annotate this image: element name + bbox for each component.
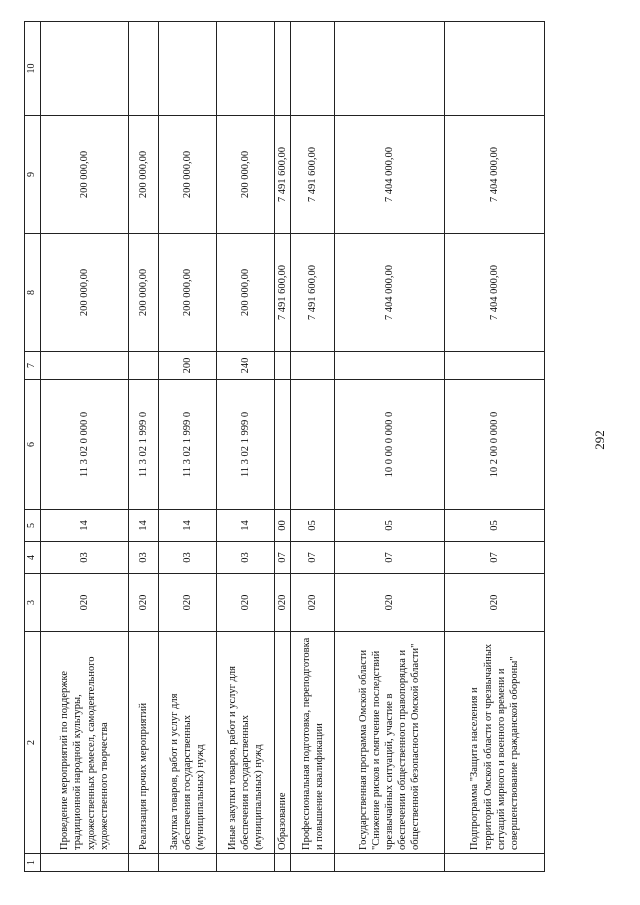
cell-col5: 05 — [291, 510, 335, 542]
table-row — [335, 22, 445, 872]
table-row — [217, 22, 275, 872]
cell-col5: 05 — [335, 510, 445, 542]
cell-col10 — [159, 22, 217, 116]
cell-col10 — [291, 22, 335, 116]
cell-col3: 020 — [159, 574, 217, 632]
header-cell: 6 — [25, 380, 41, 510]
cell-col6: 11 3 02 1 999 0 — [129, 380, 159, 510]
cell-col8: 200 000,00 — [41, 234, 129, 352]
cell-col5: 05 — [445, 510, 545, 542]
cell-col4: 07 — [335, 542, 445, 574]
header-cell: 3 — [25, 574, 41, 632]
cell-col4: 03 — [129, 542, 159, 574]
table-row — [291, 22, 335, 872]
table-row — [159, 22, 217, 872]
cell-col10 — [335, 22, 445, 116]
header-cell: 1 — [25, 854, 41, 872]
cell-col1 — [217, 854, 275, 872]
cell-col3: 020 — [291, 574, 335, 632]
cell-col1 — [41, 854, 129, 872]
header-cell: 9 — [25, 116, 41, 234]
cell-col3: 020 — [275, 574, 291, 632]
cell-col5: 00 — [275, 510, 291, 542]
cell-col6: 11 3 02 1 999 0 — [159, 380, 217, 510]
cell-col7: 200 — [159, 352, 217, 380]
cell-name: Государственная программа Омской области "Снижение рисков и смягчение последствий чрезвычайных ситуаций, участие в обеспечении общественного правопорядка и общественной безопасности Омской области" — [335, 632, 445, 854]
cell-name: Образование — [275, 632, 291, 854]
cell-col10 — [41, 22, 129, 116]
cell-name: Реализация прочих мероприятий — [129, 632, 159, 854]
header-row — [25, 22, 41, 872]
cell-col5: 14 — [129, 510, 159, 542]
cell-col10 — [275, 22, 291, 116]
cell-col8: 200 000,00 — [159, 234, 217, 352]
cell-col10 — [129, 22, 159, 116]
cell-name: Иные закупки товаров, работ и услуг для обеспечения государственных (муниципальных) нужд — [217, 632, 275, 854]
cell-col7: 240 — [217, 352, 275, 380]
cell-col3: 020 — [41, 574, 129, 632]
cell-col8: 200 000,00 — [129, 234, 159, 352]
cell-col9: 7 404 000,00 — [445, 116, 545, 234]
cell-col5: 14 — [41, 510, 129, 542]
cell-col3: 020 — [445, 574, 545, 632]
cell-name: Подпрограмма "Защита населения и территорий Омской области от чрезвычайных ситуаций мирного и военного времени и совершенствование гражданской обороны" — [445, 632, 545, 854]
cell-col7 — [445, 352, 545, 380]
cell-col9: 200 000,00 — [159, 116, 217, 234]
cell-col6: 10 2 00 0 000 0 — [445, 380, 545, 510]
cell-col4: 03 — [217, 542, 275, 574]
cell-col1 — [159, 854, 217, 872]
cell-col4: 03 — [41, 542, 129, 574]
header-cell: 2 — [25, 632, 41, 854]
cell-col5: 14 — [159, 510, 217, 542]
header-cell: 8 — [25, 234, 41, 352]
cell-col1 — [129, 854, 159, 872]
cell-col8: 7 404 000,00 — [335, 234, 445, 352]
cell-col6: 10 0 00 0 000 0 — [335, 380, 445, 510]
cell-col9: 200 000,00 — [217, 116, 275, 234]
cell-col9: 200 000,00 — [41, 116, 129, 234]
cell-col8: 7 491 600,00 — [275, 234, 291, 352]
cell-col4: 07 — [445, 542, 545, 574]
cell-name: Проведение мероприятий по поддержке традиционной народной культуры, художественных ремесел, самодеятельного художественного творчества — [41, 632, 129, 854]
cell-col3: 020 — [217, 574, 275, 632]
header-cell: 4 — [25, 542, 41, 574]
cell-col1 — [275, 854, 291, 872]
cell-col9: 7 404 000,00 — [335, 116, 445, 234]
cell-col7 — [275, 352, 291, 380]
cell-col10 — [445, 22, 545, 116]
header-cell: 7 — [25, 352, 41, 380]
cell-col7 — [129, 352, 159, 380]
cell-col6 — [291, 380, 335, 510]
cell-col4: 03 — [159, 542, 217, 574]
cell-col7 — [335, 352, 445, 380]
cell-col8: 200 000,00 — [217, 234, 275, 352]
cell-col10 — [217, 22, 275, 116]
cell-col1 — [291, 854, 335, 872]
cell-col3: 020 — [129, 574, 159, 632]
cell-name: Закупка товаров, работ и услуг для обеспечения государственных (муниципальных) нужд — [159, 632, 217, 854]
cell-col6: 11 3 02 0 000 0 — [41, 380, 129, 510]
cell-col7 — [291, 352, 335, 380]
header-cell: 10 — [25, 22, 41, 116]
cell-col4: 07 — [275, 542, 291, 574]
budget-table — [24, 21, 545, 872]
cell-col9: 7 491 600,00 — [275, 116, 291, 234]
cell-col8: 7 491 600,00 — [291, 234, 335, 352]
cell-name: Профессиональная подготовка, переподготовка и повышение квалификации — [291, 632, 335, 854]
table-row — [275, 22, 291, 872]
cell-col9: 200 000,00 — [129, 116, 159, 234]
cell-col6: 11 3 02 1 999 0 — [217, 380, 275, 510]
cell-col4: 07 — [291, 542, 335, 574]
cell-col9: 7 491 600,00 — [291, 116, 335, 234]
cell-col8: 7 404 000,00 — [445, 234, 545, 352]
header-cell: 5 — [25, 510, 41, 542]
cell-col6 — [275, 380, 291, 510]
table-row — [129, 22, 159, 872]
page-number: 292 — [592, 430, 607, 450]
cell-col7 — [41, 352, 129, 380]
cell-col1 — [445, 854, 545, 872]
table-row — [41, 22, 129, 872]
cell-col5: 14 — [217, 510, 275, 542]
table-row — [445, 22, 545, 872]
cell-col1 — [335, 854, 445, 872]
cell-col3: 020 — [335, 574, 445, 632]
